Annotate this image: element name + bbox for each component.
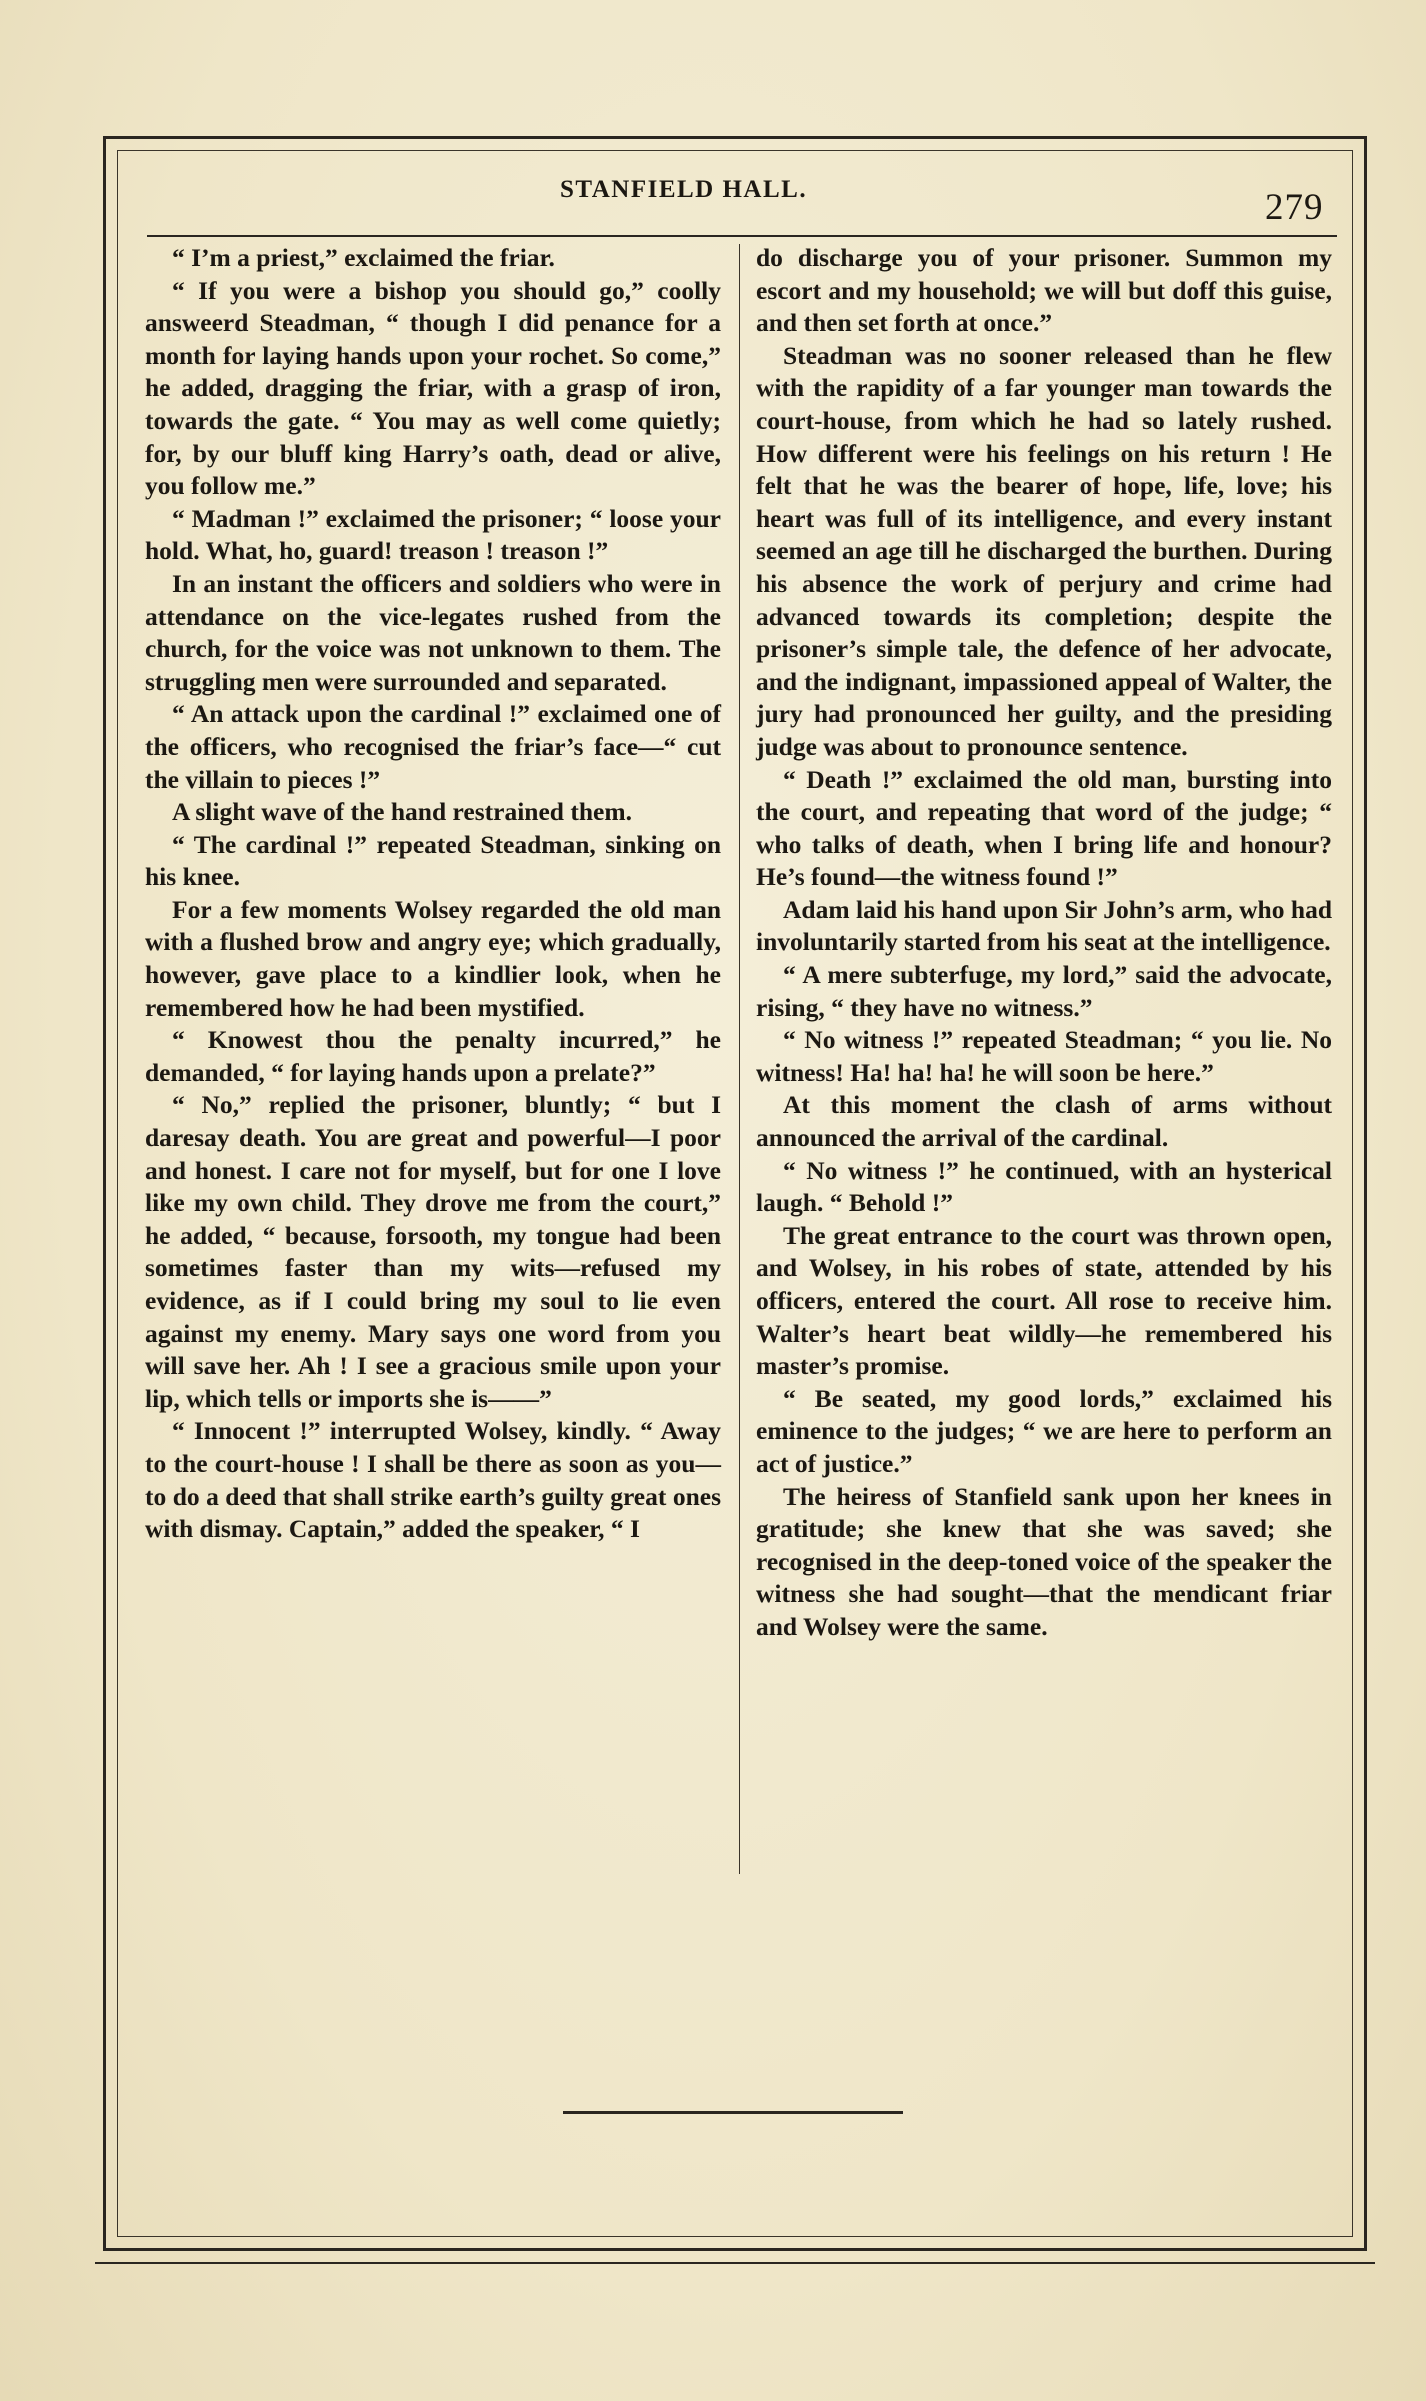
header-rule <box>147 235 1337 237</box>
paragraph: The heiress of Stanfield sank upon her knees in gratitude; she knew that she was saved; she recognised in the deep-toned voice of the speaker the witness she had sought—that the mendicant friar and Wolsey were the same. <box>756 1481 1332 1641</box>
paragraph: In an instant the officers and soldiers who were in attendance on the vice-legates rushed from the church, for the voice was not unknown to them. The struggling men were surrounded and separated. <box>145 568 721 696</box>
paragraph: “ Knowest thou the penalty incurred,” he demanded, “ for laying hands upon a prelate?” <box>145 1025 721 1087</box>
running-head: STANFIELD HALL. <box>560 176 808 203</box>
paragraph: Adam laid his hand upon Sir John’s arm, who had involuntarily started from his seat at the intelligence. <box>756 894 1332 957</box>
paragraph: For a few moments Wolsey regarded the old man with a flushed brow and angry eye; which gradually, however, gave place to a kindlier look, when he remembered how he had been mystified. <box>145 894 721 1022</box>
paragraph: “ The cardinal !” repeated Steadman, sinking on his knee. <box>145 829 721 892</box>
paragraph: “ If you were a bishop you should go,” coolly answeerd Steadman, “ though I did penance for a month for laying hands upon your rochet. So come,” he added, dragging the friar, with a grasp of iron, towards the gate. “ You may as well come quietly; for, by our bluff king Harry’s oath, dead or alive, you follow me.” <box>145 275 721 501</box>
column-divider <box>739 244 740 1874</box>
page-bottom-rule <box>95 2262 1375 2264</box>
paragraph: “ Innocent !” interrupted Wolsey, kindly. “ Away to the court-house ! I shall be there as soon as you—to do a deed that shall strike earth’s guilty great ones with dismay. Captain,” added the speaker, “ I <box>145 1416 721 1544</box>
paragraph: “ A mere subterfuge, my lord,” said the advocate, rising, “ they have no witness.” <box>756 960 1332 1022</box>
paragraph-continuation: do discharge you of your prisoner. Summon my escort and my household; we will but doff this guise, and then set forth at once.” <box>756 243 1332 338</box>
paragraph: “ I’m a priest,” exclaimed the friar. <box>172 243 555 272</box>
paragraph: A slight wave of the hand restrained them. <box>172 797 632 827</box>
paragraph: “ Madman !” exclaimed the prisoner; “ loose your hold. What, ho, guard! treason ! treason !” <box>145 503 721 566</box>
paragraph: “ No witness !” he continued, with an hysterical laugh. “ Behold !” <box>756 1155 1332 1218</box>
paragraph: At this moment the clash of arms without announced the arrival of the cardinal. <box>756 1090 1332 1153</box>
paragraph: “ No,” replied the prisoner, bluntly; “ but I daresay death. You are great and powerful—I poor and honest. I care not for myself, but for one I love like my own child. They drove me from the court,” he added, “ because, forsooth, my tongue had been sometimes faster than my wits—refused my evidence, as if I could bring my soul to lie even against my enemy. Mary says one word from you will save her. Ah ! I see a gracious smile upon your lip, which tells or imports she is——” <box>145 1090 721 1413</box>
paragraph: The great entrance to the court was thrown open, and Wolsey, in his robes of state, attended by his officers, entered the court. All rose to receive him. Walter’s heart beat wildly—he remembered his master’s promise. <box>756 1220 1332 1381</box>
paragraph: “ No witness !” repeated Steadman; “ you lie. No witness! Ha! ha! ha! he will soon be here.” <box>756 1025 1332 1087</box>
paragraph: “ Be seated, my good lords,” exclaimed his eminence to the judges; “ we are here to perform an act of justice.” <box>756 1383 1332 1478</box>
left-column <box>145 242 721 1546</box>
page-number: 279 <box>1265 187 1324 228</box>
right-column <box>756 242 1332 1644</box>
paragraph: “ Death !” exclaimed the old man, bursting into the court, and repeating that word of the judge; “ who talks of death, when I bring life and honour? He’s found—the witness found !” <box>756 764 1332 892</box>
paragraph: Steadman was no sooner released than he flew with the rapidity of a far younger man towards the court-house, from which he had so lately rushed. How different were his feelings on his return ! He felt that he was the bearer of hope, life, love; his heart was full of its intelligence, and every instant seemed an age till he discharged the burthen. During his absence the work of perjury and crime had advanced towards its completion; despite the prisoner’s simple tale, the defence of her advocate, and the indignant, impassioned appeal of Walter, the jury had pronounced her guilty, and the presiding judge was about to pronounce sentence. <box>756 340 1332 761</box>
paragraph: “ An attack upon the cardinal !” exclaimed one of the officers, who recognised the friar’s face—“ cut the villain to pieces !” <box>145 699 721 794</box>
chapter-end-rule <box>563 2111 903 2114</box>
